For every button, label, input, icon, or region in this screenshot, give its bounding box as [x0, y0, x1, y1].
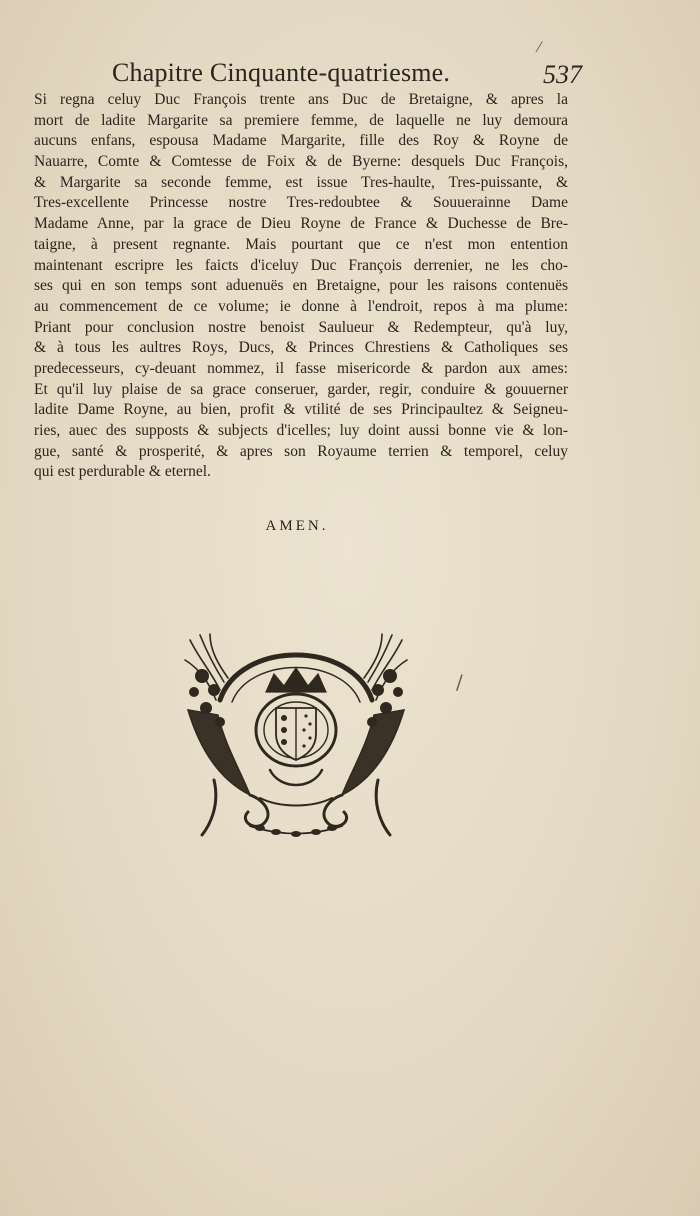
- text-line: ses qui en son temps sont aduenuës en Bretaigne, pour les raisons contenuës: [34, 277, 568, 295]
- text-line: maintenant escripre les faicts d'iceluy Duc François derrenier, ne les cho-: [34, 256, 568, 274]
- text-line: predecesseurs, cy-deuant nommez, il fasse misericorde & pardon aux ames:: [34, 359, 568, 377]
- text-line: Nauarre, Comte & Comtesse de Foix & de Byerne: desquels Duc François,: [34, 153, 568, 171]
- margin-mark: ⁄: [538, 40, 541, 56]
- text-line: qui est perdurable & eternel.: [34, 463, 211, 481]
- text-line: Et qu'il luy plaise de sa grace conseruer, garder, regir, conduire & gouuerner: [34, 380, 568, 398]
- text-line: taigne, à present regnante. Mais pourtant que ce n'est mon entention: [34, 235, 568, 253]
- closing-amen: AMEN.: [265, 518, 329, 534]
- text-line: aucuns enfans, espousa Madame Margarite, fille des Roy & Royne de: [34, 132, 568, 150]
- text-line: gue, santé & prosperité, & apres son Royaume terrien & temporel, celuy: [34, 442, 568, 460]
- body-text: [34, 90, 568, 483]
- text-line: Priant pour conclusion nostre benoist Saulueur & Redempteur, qu'à luy,: [34, 318, 568, 336]
- margin-mark: /: [456, 670, 463, 694]
- text-line: & à tous les aultres Roys, Ducs, & Princes Chrestiens & Catholiques ses: [34, 339, 568, 357]
- text-line: Si regna celuy Duc François trente ans Duc de Bretaigne, & apres la: [34, 91, 568, 108]
- text-line: ladite Dame Royne, au bien, profit & vtilité de ses Principaultez & Seigneu-: [34, 401, 568, 419]
- text-line: & Margarite sa seconde femme, est issue Tres-haulte, Tres-puissante, &: [34, 173, 568, 191]
- chapter-title: Chapitre Cinquante-quatriesme.: [112, 58, 451, 87]
- text-line: Madame Anne, par la grace de Dieu Royne de France & Duchesse de Bre-: [34, 215, 568, 233]
- text-line: mort de ladite Margarite sa premiere femme, de laquelle ne luy demoura: [34, 111, 568, 129]
- text-line: ries, auec des supposts & subjects d'icelles; luy doint aussi bonne vie & lon-: [34, 422, 568, 439]
- woodcut-svg: [180, 630, 412, 840]
- royal-arms-woodcut: [180, 630, 412, 840]
- page-number: 537: [543, 60, 582, 89]
- text-line: Tres-excellente Princesse nostre Tres-redoubtee & Souuerainne Dame: [34, 194, 568, 212]
- text-line: au commencement de ce volume; ie donne à l'endroit, repos à ma plume:: [34, 297, 568, 315]
